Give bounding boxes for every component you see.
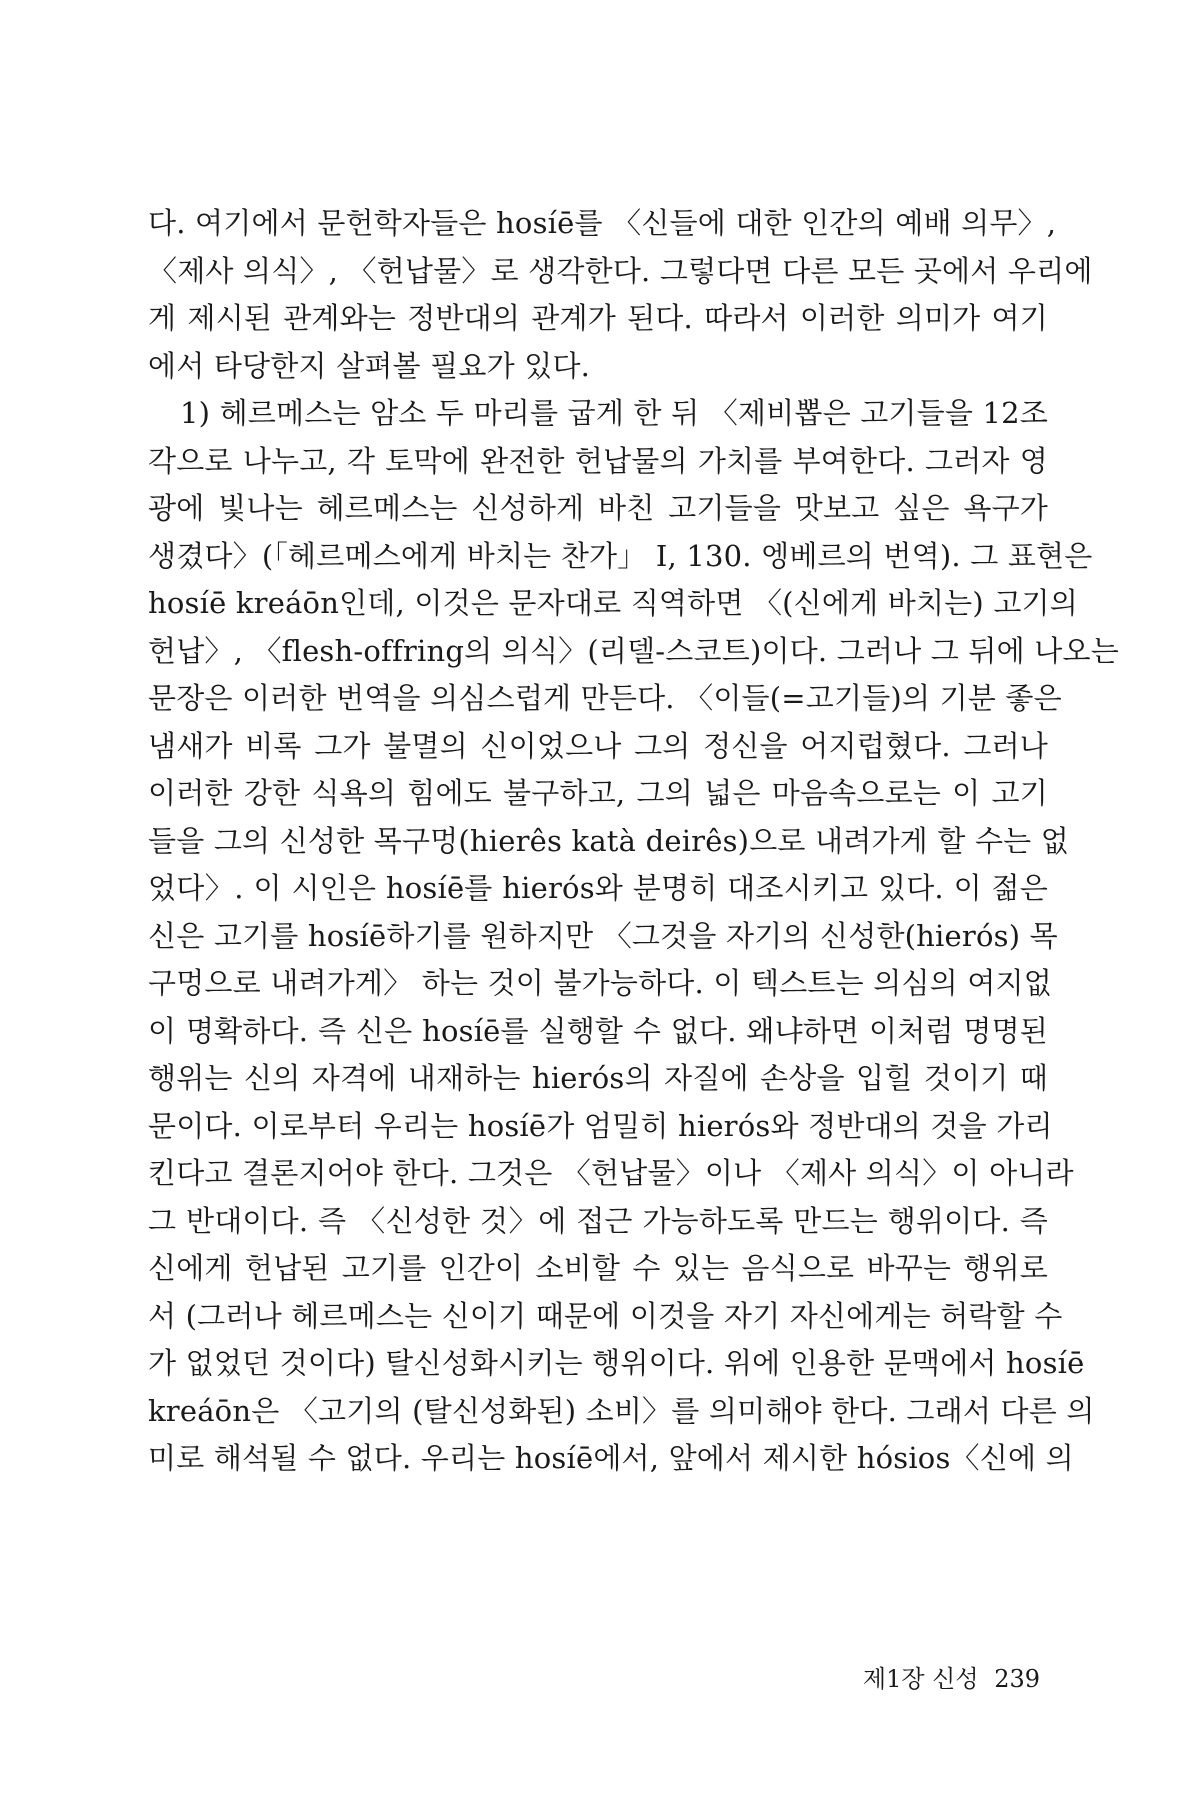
text-line: 문장은 이러한 번역을 의심스럽게 만든다. 〈이들(=고기들)의 기분 좋은 (148, 681, 1062, 715)
text-line: 행위는 신의 자격에 내재하는 hierós의 자질에 손상을 입힐 것이기 때 (148, 1061, 1048, 1095)
page-number: 239 (994, 1665, 1040, 1693)
text-line: 구멍으로 내려가게〉 하는 것이 불가능하다. 이 텍스트는 의심의 여지없 (148, 966, 1052, 1000)
text-line: 킨다고 결론지어야 한다. 그것은 〈헌납물〉이나 〈제사 의식〉이 아니라 (148, 1156, 1074, 1190)
text-line: 가 없었던 것이다) 탈신성화시키는 행위이다. 위에 인용한 문맥에서 hosíē (148, 1346, 1085, 1380)
text-line: 다. 여기에서 문헌학자들은 hosíē를 〈신들에 대한 인간의 예배 의무〉, (148, 206, 1057, 240)
text-line: 그 반대이다. 즉 〈신성한 것〉에 접근 가능하도록 만드는 행위이다. 즉 (148, 1203, 1048, 1238)
text-line: 미로 해석될 수 없다. 우리는 hosíē에서, 앞에서 제시한 hósios〈신에 의 (148, 1441, 1074, 1475)
text-line: 에서 타당한지 살펴볼 필요가 있다. (148, 348, 591, 383)
text-line: 게 제시된 관계와는 정반대의 관계가 된다. 따라서 이러한 의미가 여기 (148, 301, 1048, 335)
text-line: 들을 그의 신성한 목구멍(hierês katà deirês)으로 내려가게 할 수는 없 (148, 823, 1070, 858)
page-footer (855, 1664, 1040, 1694)
text-line: 냄새가 비록 그가 불멸의 신이었으나 그의 정신을 어지럽혔다. 그러나 (148, 728, 1048, 763)
text-line: 었다〉. 이 시인은 hosíē를 hierós와 분명히 대조시키고 있다. 이 젊은 (148, 871, 1048, 905)
text-line: 1) 헤르메스는 암소 두 마리를 굽게 한 뒤 〈제비뽑은 고기들을 12조 (180, 396, 1048, 430)
text-line: 이 명확하다. 즉 신은 hosíē를 실행할 수 없다. 왜냐하면 이처럼 명명된 (148, 1013, 1048, 1048)
text-line: 서 (그러나 헤르메스는 신이기 때문에 이것을 자기 자신에게는 허락할 수 (148, 1298, 1063, 1333)
text-line: 각으로 나누고, 각 토막에 완전한 헌납물의 가치를 부여한다. 그러자 영 (148, 443, 1048, 478)
text-line: 헌납〉, 〈flesh-offring의 의식〉(리델-스코트)이다. 그러나 그 뒤에 나오는 (148, 633, 1119, 668)
text-line: 문이다. 이로부터 우리는 hosíē가 엄밀히 hierós와 정반대의 것을 가리 (148, 1108, 1053, 1143)
body-text (148, 200, 1119, 1483)
text-line: hosíē kreáōn인데, 이것은 문자대로 직역하면 〈(신에게 바치는) 고기의 (148, 586, 1078, 620)
text-line: 생겼다〉(「헤르메스에게 바치는 찬가」 I, 130. 엥베르의 번역). 그 표현은 (148, 538, 1093, 573)
text-line: kreáōn은 〈고기의 (탈신성화된) 소비〉를 의미해야 한다. 그래서 다른 의 (148, 1393, 1095, 1428)
text-line: 광에 빛나는 헤르메스는 신성하게 바친 고기들을 맛보고 싶은 욕구가 (148, 491, 1048, 525)
text-line: 〈제사 의식〉, 〈헌납물〉로 생각한다. 그렇다면 다른 모든 곳에서 우리에 (148, 253, 1093, 288)
chapter-title: 제1장 신성 (862, 1665, 979, 1693)
text-line: 신에게 헌납된 고기를 인간이 소비할 수 있는 음식으로 바꾸는 행위로 (148, 1251, 1048, 1285)
text-line: 신은 고기를 hosíē하기를 원하지만 〈그것을 자기의 신성한(hierós) 목 (148, 918, 1058, 953)
text-line: 이러한 강한 식욕의 힘에도 불구하고, 그의 넓은 마음속으로는 이 고기 (148, 776, 1048, 810)
